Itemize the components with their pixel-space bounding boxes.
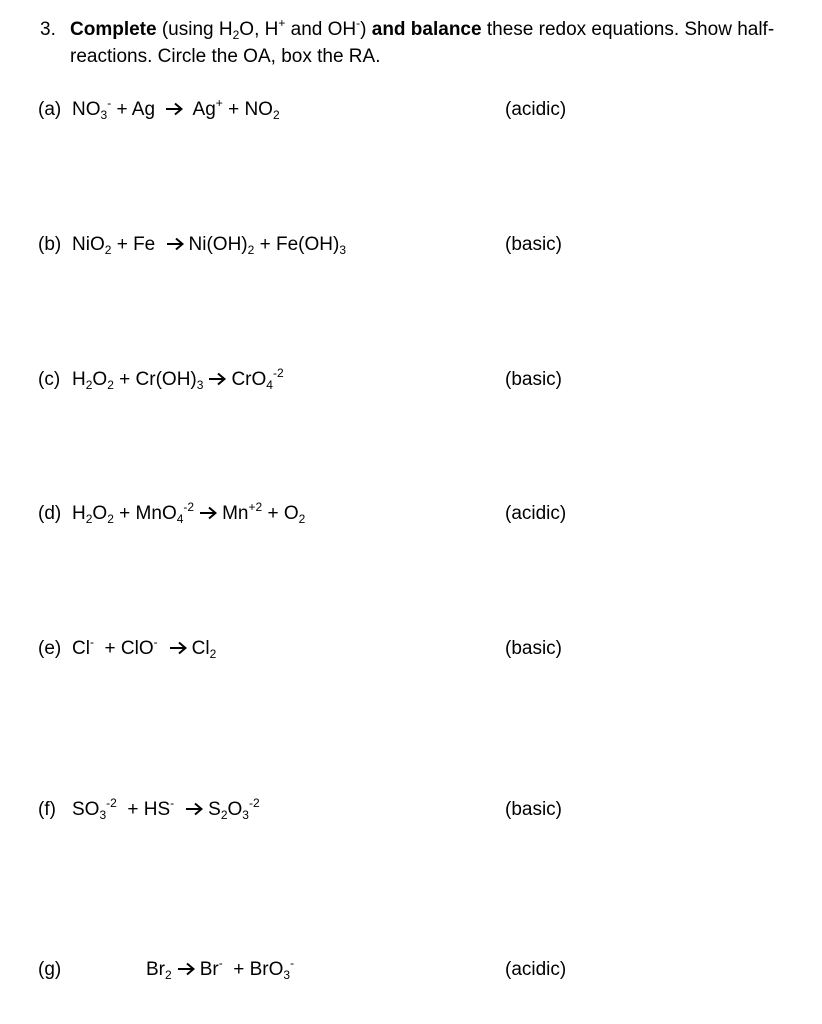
reaction-label: (a): [38, 99, 62, 120]
reaction-condition: (basic): [505, 369, 563, 390]
reaction-equation: $H_2O_2 + Cr(OH)_3$ CrO$_4^{-2}$: [72, 366, 284, 392]
reaction-label: (b): [38, 234, 62, 255]
right-arrow-icon: [177, 962, 195, 976]
right-arrow-icon: [199, 506, 217, 520]
right-arrow-icon: [166, 237, 184, 251]
reaction-equation: Cl- + ClO- $Cl_2$: [72, 635, 217, 661]
right-arrow-icon: [169, 641, 187, 655]
reaction-label: (f): [38, 799, 56, 820]
reaction-label: (e): [38, 638, 62, 659]
reaction-equation: $NO_3^- + Ag$ $Ag^+ + NO_2$: [72, 96, 280, 122]
reaction-equation: $SO_3^{-2} + HS^-$ $S_2O_3^{-2}$: [72, 796, 260, 822]
reaction-condition: (acidic): [505, 99, 567, 120]
reaction-condition: (basic): [505, 638, 563, 659]
right-arrow-icon: [208, 372, 226, 386]
question-number: 3.: [40, 19, 56, 40]
reaction-condition: (acidic): [505, 503, 567, 524]
reaction-equation: $H_2O_2 + MnO_4^{-2}$ $Mn^{+2} + O_2$: [72, 500, 306, 526]
reaction-label: (d): [38, 503, 62, 524]
reaction-condition: (basic): [505, 234, 563, 255]
reaction-equation: NiO$_2$ + Fe $Ni(OH)_2 + Fe(OH)_3$: [72, 234, 346, 257]
right-arrow-icon: [185, 802, 203, 816]
right-arrow-icon: [165, 102, 183, 116]
reaction-label: (c): [38, 369, 61, 390]
reaction-equation: $Br_2$ Br- + BrO$_3$-: [146, 956, 295, 982]
reaction-condition: (acidic): [505, 959, 567, 980]
reaction-label: (g): [38, 959, 62, 980]
question-text: Complete (using $H_2O$, H+ and OH-) and balance these redox equations. Show half-reactions. Circle the OA, box the RA.: [70, 16, 775, 67]
reaction-condition: (basic): [505, 799, 563, 820]
question-prompt: [40, 16, 810, 70]
